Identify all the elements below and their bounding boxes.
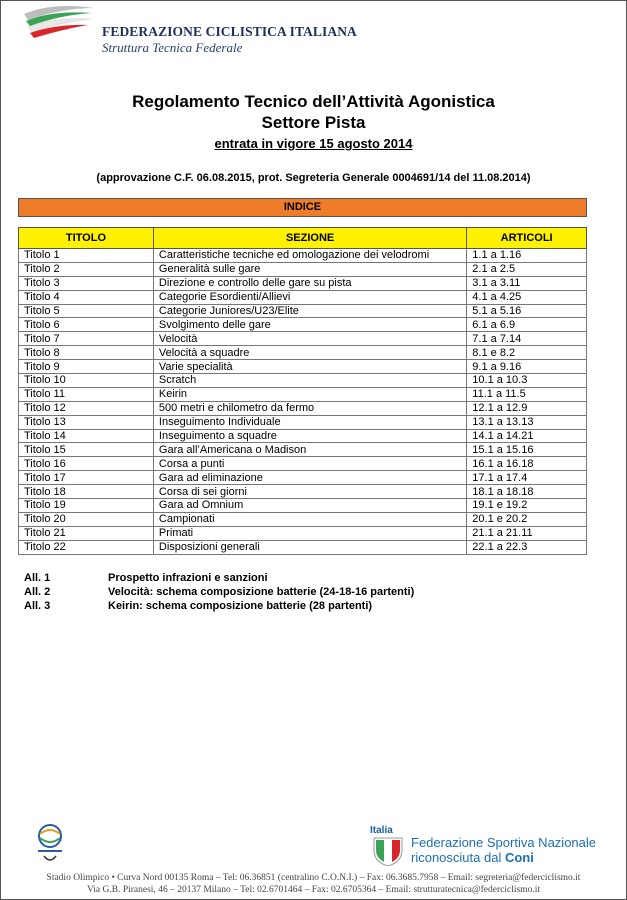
titolo-cell: Titolo 2 — [19, 262, 154, 276]
articoli-cell: 1.1 a 1.16 — [467, 249, 587, 263]
footer-address-milano: Via G.B. Piranesi, 46 – 20137 Milano – Tel: 02.6701464 – Fax: 02.6705364 – Email: strutturatecnica@federciclismo.it — [87, 885, 540, 895]
sezione-cell: Corsa a punti — [153, 457, 466, 471]
titolo-cell: Titolo 8 — [19, 346, 154, 360]
sezione-cell: Gara ad eliminazione — [153, 471, 466, 485]
fsn-italia-label: Italia — [370, 825, 393, 836]
letterhead — [22, 4, 422, 54]
table-row — [19, 249, 587, 263]
attachment-number: All. 1 — [24, 572, 51, 584]
articoli-cell: 21.1 a 21.11 — [467, 526, 587, 540]
approval-note: (approvazione C.F. 06.08.2015, prot. Segreteria Generale 0004691/14 del 11.08.2014) — [96, 172, 531, 184]
table-row — [19, 526, 587, 540]
titolo-cell: Titolo 10 — [19, 374, 154, 388]
articoli-cell: 8.1 e 8.2 — [467, 346, 587, 360]
table-row — [19, 262, 587, 276]
table-row — [19, 318, 587, 332]
fci-logo-icon — [22, 4, 102, 44]
articoli-cell: 13.1 a 13.13 — [467, 415, 587, 429]
attachment-text: Velocità: schema composizione batterie (24-18-16 partenti) — [108, 586, 415, 598]
titolo-cell: Titolo 19 — [19, 499, 154, 513]
articoli-cell: 22.1 a 22.3 — [467, 540, 587, 554]
articoli-cell: 2.1 a 2.5 — [467, 262, 587, 276]
articoli-cell: 6.1 a 6.9 — [467, 318, 587, 332]
table-row — [19, 387, 587, 401]
table-row — [19, 276, 587, 290]
articoli-cell: 20.1 e 20.2 — [467, 512, 587, 526]
articoli-cell: 15.1 a 15.16 — [467, 443, 587, 457]
table-row — [19, 360, 587, 374]
table-row — [19, 401, 587, 415]
table-row — [19, 332, 587, 346]
sezione-cell: Velocità — [153, 332, 466, 346]
sezione-cell: Primati — [153, 526, 466, 540]
articoli-cell: 18.1 a 18.18 — [467, 485, 587, 499]
doc-subtitle: Settore Pista — [261, 113, 366, 132]
titolo-cell: Titolo 11 — [19, 387, 154, 401]
sezione-cell: Keirin — [153, 387, 466, 401]
titolo-cell: Titolo 22 — [19, 540, 154, 554]
titolo-cell: Titolo 15 — [19, 443, 154, 457]
titolo-cell: Titolo 18 — [19, 485, 154, 499]
titolo-cell: Titolo 4 — [19, 290, 154, 304]
sezione-cell: Inseguimento Individuale — [153, 415, 466, 429]
org-name: FEDERAZIONE CICLISTICA ITALIANA — [102, 24, 357, 39]
table-row — [19, 304, 587, 318]
col-header-titolo: TITOLO — [19, 228, 154, 249]
table-row — [19, 415, 587, 429]
sezione-cell: Varie specialità — [153, 360, 466, 374]
sezione-cell: Generalità sulle gare — [153, 262, 466, 276]
index-bar: INDICE — [18, 198, 587, 217]
titolo-cell: Titolo 17 — [19, 471, 154, 485]
table-row — [19, 512, 587, 526]
sezione-cell: Campionati — [153, 512, 466, 526]
fsn-line2: riconosciuta dal Coni — [411, 850, 534, 865]
attachment-item — [24, 585, 414, 599]
effective-date: entrata in vigore 15 agosto 2014 — [214, 136, 413, 151]
table-row — [19, 429, 587, 443]
coni-logo-icon — [30, 822, 70, 868]
attachments-list — [24, 571, 414, 613]
articoli-cell: 16.1 a 16.18 — [467, 457, 587, 471]
titolo-cell: Titolo 14 — [19, 429, 154, 443]
sezione-cell: Gara ad Omnium — [153, 499, 466, 513]
attachment-text: Prospetto infrazioni e sanzioni — [108, 572, 268, 584]
table-row — [19, 540, 587, 554]
index-table — [18, 227, 587, 555]
sezione-cell: Direzione e controllo delle gare su pista — [153, 276, 466, 290]
doc-title: Regolamento Tecnico dell’Attività Agonistica — [132, 92, 495, 111]
titolo-cell: Titolo 9 — [19, 360, 154, 374]
sezione-cell: Corsa di sei giorni — [153, 485, 466, 499]
articoli-cell: 4.1 a 4.25 — [467, 290, 587, 304]
sezione-cell: Disposizioni generali — [153, 540, 466, 554]
articoli-cell: 10.1 a 10.3 — [467, 374, 587, 388]
articoli-cell: 14.1 a 14.21 — [467, 429, 587, 443]
titolo-cell: Titolo 12 — [19, 401, 154, 415]
col-header-articoli: ARTICOLI — [467, 228, 587, 249]
fsn-line1: Federazione Sportiva Nazionale — [411, 835, 596, 850]
table-row — [19, 485, 587, 499]
articoli-cell: 3.1 a 3.11 — [467, 276, 587, 290]
table-row — [19, 457, 587, 471]
titolo-cell: Titolo 7 — [19, 332, 154, 346]
coni-word: Coni — [504, 850, 534, 865]
sezione-cell: Caratteristiche tecniche ed omologazione dei velodromi — [153, 249, 466, 263]
titolo-cell: Titolo 5 — [19, 304, 154, 318]
titolo-cell: Titolo 1 — [19, 249, 154, 263]
table-row — [19, 374, 587, 388]
articoli-cell: 11.1 a 11.5 — [467, 387, 587, 401]
org-subtitle: Struttura Tecnica Federale — [102, 40, 243, 55]
sezione-cell: Categorie Esordienti/Allievi — [153, 290, 466, 304]
col-header-sezione: SEZIONE — [153, 228, 466, 249]
articoli-cell: 19.1 e 19.2 — [467, 499, 587, 513]
table-row — [19, 443, 587, 457]
articoli-cell: 12.1 a 12.9 — [467, 401, 587, 415]
table-row — [19, 471, 587, 485]
sezione-cell: Svolgimento delle gare — [153, 318, 466, 332]
articoli-cell: 17.1 a 17.4 — [467, 471, 587, 485]
attachment-item — [24, 599, 414, 613]
table-header-row — [19, 228, 587, 249]
titolo-cell: Titolo 6 — [19, 318, 154, 332]
articoli-cell: 9.1 a 9.16 — [467, 360, 587, 374]
table-row — [19, 290, 587, 304]
table-row — [19, 499, 587, 513]
attachment-number: All. 3 — [24, 600, 51, 612]
titolo-cell: Titolo 3 — [19, 276, 154, 290]
titolo-cell: Titolo 16 — [19, 457, 154, 471]
sezione-cell: Inseguimento a squadre — [153, 429, 466, 443]
sezione-cell: Categorie Juniores/U23/Elite — [153, 304, 466, 318]
articoli-cell: 7.1 a 7.14 — [467, 332, 587, 346]
attachment-item — [24, 571, 414, 585]
attachment-text: Keirin: schema composizione batterie (28 partenti) — [108, 600, 373, 612]
footer-address-roma: Stadio Olimpico • Curva Nord 00135 Roma – Tel: 06.36851 (centralino C.O.N.I.) – Fax: 06.3685.7958 – Email: segreteria@federciclismo.it — [46, 873, 581, 883]
titolo-cell: Titolo 20 — [19, 512, 154, 526]
sezione-cell: Scratch — [153, 374, 466, 388]
table-row — [19, 346, 587, 360]
sezione-cell: Gara all’Americana o Madison — [153, 443, 466, 457]
articoli-cell: 5.1 a 5.16 — [467, 304, 587, 318]
sezione-cell: 500 metri e chilometro da fermo — [153, 401, 466, 415]
fsn-text — [411, 835, 596, 865]
titolo-cell: Titolo 13 — [19, 415, 154, 429]
titolo-cell: Titolo 21 — [19, 526, 154, 540]
sezione-cell: Velocità a squadre — [153, 346, 466, 360]
attachment-number: All. 2 — [24, 586, 51, 598]
